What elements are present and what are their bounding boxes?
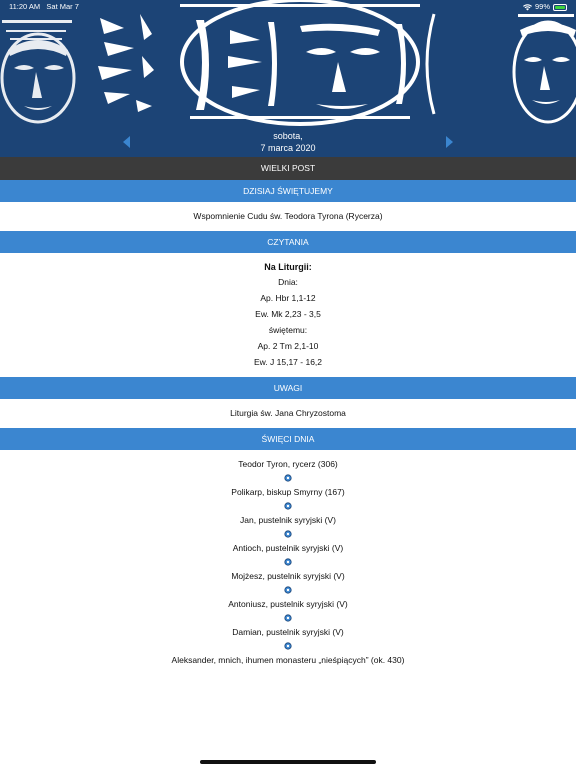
battery-icon (553, 4, 567, 11)
notes-text: Liturgia św. Jana Chryzostoma (230, 408, 346, 418)
reading-line: Ew. J 15,17 - 16,2 (253, 357, 323, 367)
saint-item: Antoniusz, pustelnik syryjski (V) (228, 599, 348, 609)
section-header-today: DZISIAJ ŚWIĘTUJEMY (0, 180, 576, 202)
reading-line: Ap. Hbr 1,1-12 (260, 293, 316, 303)
saint-item: Jan, pustelnik syryjski (V) (240, 515, 336, 525)
reading-line: Ew. Mk 2,23 - 3,5 (255, 309, 321, 319)
reading-line: Ap. 2 Tm 2,1-10 (257, 341, 319, 351)
section-header-saints: ŚWIĘCI DNIA (0, 428, 576, 450)
status-time: 11:20 AM (9, 2, 41, 11)
today-text: Wspomnienie Cudu św. Teodora Tyrona (Rycerza) (193, 211, 383, 221)
battery-percent: 99% (534, 2, 550, 11)
bullet-icon (284, 586, 292, 594)
saint-item: Antioch, pustelnik syryjski (V) (232, 543, 344, 553)
home-indicator[interactable] (200, 760, 376, 764)
section-header-notes: UWAGI (0, 377, 576, 399)
status-date: Sat Mar 7 (46, 2, 79, 11)
chevron-left-icon[interactable] (123, 136, 131, 148)
chevron-right-icon[interactable] (445, 136, 453, 148)
bullet-icon (284, 502, 292, 510)
saint-item: Polikarp, biskup Smyrny (167) (231, 487, 345, 497)
battery-fill (555, 6, 565, 9)
bullet-icon (284, 642, 292, 650)
saint-item: Teodor Tyron, rycerz (306) (238, 459, 338, 469)
weekday-label: sobota, (273, 131, 303, 141)
reading-line: świętemu: (268, 325, 308, 335)
bullet-icon (284, 474, 292, 482)
bullet-icon (284, 530, 292, 538)
readings-heading: Na Liturgii: (264, 262, 312, 272)
date-label: 7 marca 2020 (260, 143, 316, 153)
section-header-readings: CZYTANIA (0, 231, 576, 253)
date-display (0, 126, 576, 157)
bullet-icon (284, 558, 292, 566)
period-bar: WIELKI POST (0, 157, 576, 180)
saint-item: Aleksander, mnich, ihumen monasteru „nieśpiących” (ok. 430) (171, 655, 405, 665)
status-indicators (523, 0, 567, 14)
saint-item: Damian, pustelnik syryjski (V) (232, 627, 344, 637)
status-bar (0, 0, 576, 14)
header (0, 0, 576, 157)
reading-line: Dnia: (278, 277, 298, 287)
wifi-icon (523, 4, 532, 11)
bullet-icon (284, 614, 292, 622)
saint-item: Mojżesz, pustelnik syryjski (V) (231, 571, 345, 581)
status-time-date (9, 0, 79, 14)
icon-banner-image (0, 0, 576, 126)
